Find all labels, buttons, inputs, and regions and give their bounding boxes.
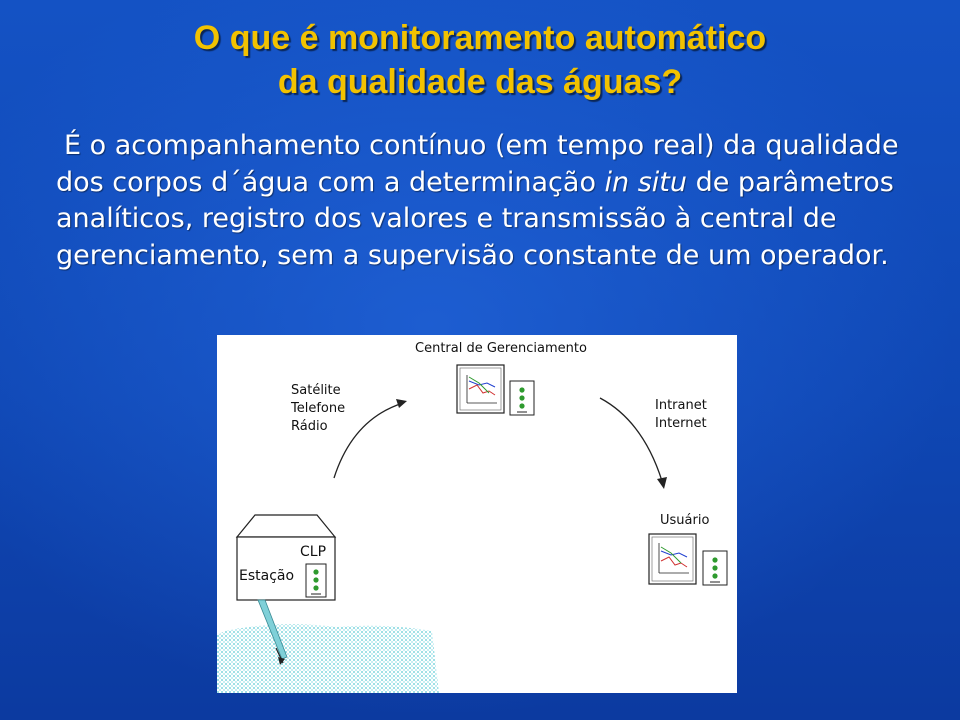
slide-title [0, 16, 960, 104]
definition-text-part2: de parâmetros analíticos, registro dos valores e transmissão à central de gerenciamento, sem a supervisão constante de um operador. [56, 166, 894, 271]
definition-italic-term: in situ [604, 166, 688, 198]
title-line-2: da qualidade das águas? [277, 63, 683, 101]
link-left-item: Satélite [291, 383, 341, 398]
monitor-chart-icon [649, 534, 696, 584]
central-label: Central de Gerenciamento [415, 341, 587, 356]
link-right-item: Intranet [655, 398, 707, 413]
clp-label: CLP [300, 544, 327, 560]
controller-panel-icon [510, 381, 534, 415]
controller-panel-icon [306, 564, 326, 597]
monitor-chart-icon [457, 365, 504, 413]
station-label: Estação [239, 568, 295, 584]
definition-paragraph [56, 128, 936, 274]
title-line-1: O que é monitoramento automático [193, 19, 767, 57]
user-label: Usuário [660, 513, 710, 528]
controller-panel-icon [703, 551, 727, 585]
definition-text-part1: É o acompanhamento contínuo (em tempo real) da qualidade dos corpos d´água com a determinação [56, 130, 899, 198]
link-left-item: Telefone [291, 401, 346, 416]
monitoring-diagram [217, 335, 737, 693]
water-icon [217, 624, 439, 693]
link-left-item: Rádio [291, 419, 328, 434]
link-right-item: Internet [655, 416, 707, 431]
